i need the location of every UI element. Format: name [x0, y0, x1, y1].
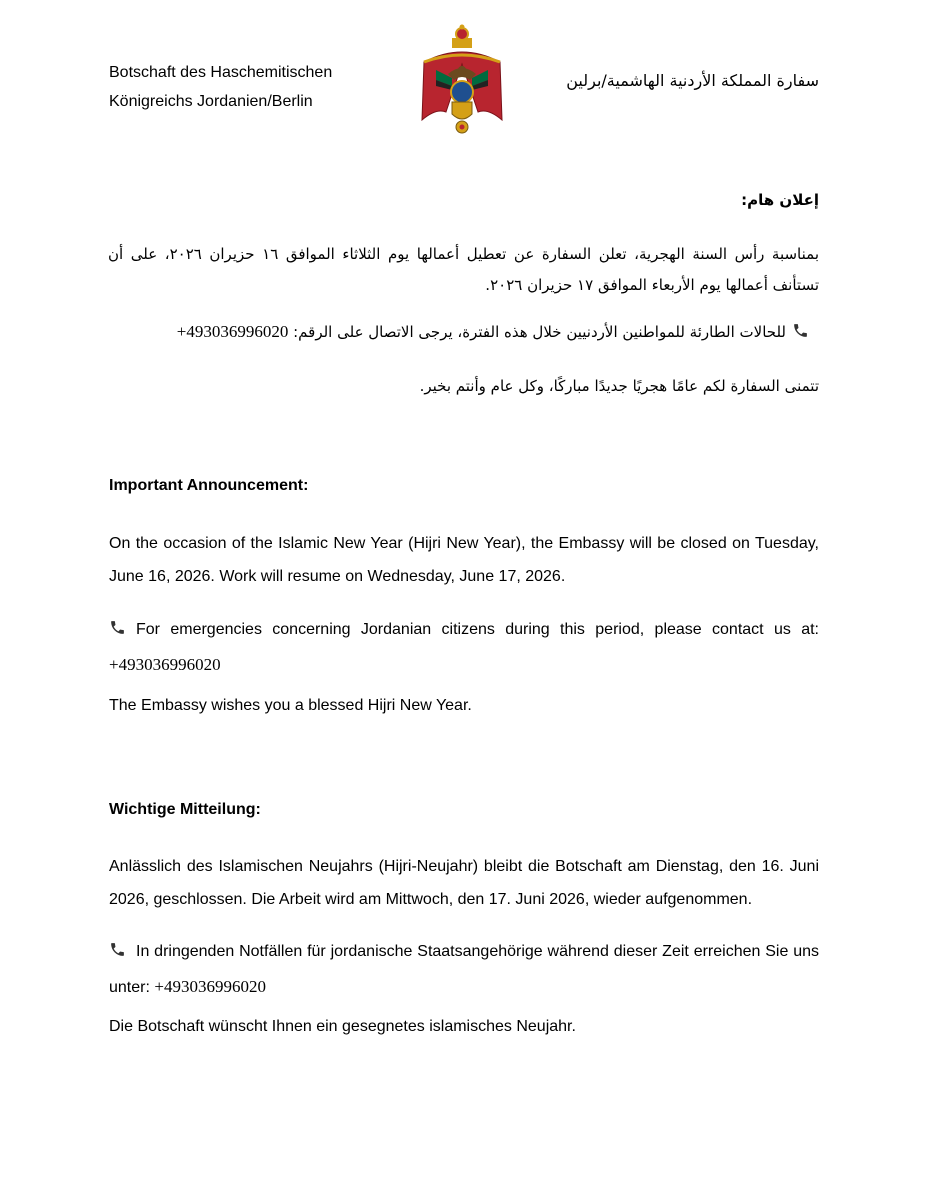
english-wishes: The Embassy wishes you a blessed Hijri New Year.: [109, 697, 472, 714]
arabic-wishes: تتمنى السفارة لكم عامًا هجريًا جديدًا مباركًا، وكل عام وأنتم بخير.: [419, 377, 819, 395]
german-emergency-text: In dringenden Notfällen für jordanische Staatsangehörige während dieser Zeit erreichen Sie uns unter:: [109, 943, 819, 996]
phone-icon: [792, 322, 809, 339]
arabic-closure-paragraph: بمناسبة رأس السنة الهجرية، تعلن السفارة عن تعطيل أعمالها يوم الثلاثاء الموافق ١٦ حزيران ٢٠٢٦، على أن تستأنف أعمالها يوم الأربعاء الموافق ١٧ حزيران ٢٠٢٦.: [108, 245, 819, 294]
phone-icon: [109, 619, 126, 636]
embassy-name-german: [109, 58, 409, 116]
arabic-heading: إعلان هام:: [741, 191, 819, 209]
english-heading: Important Announcement:: [109, 477, 309, 494]
embassy-name-line1: Botschaft des Haschemitischen: [109, 64, 333, 81]
german-wishes: Die Botschaft wünscht Ihnen ein gesegnetes islamisches Neujahr.: [109, 1018, 576, 1035]
phone-icon: [109, 941, 126, 958]
embassy-name-line2: Königreichs Jordanien/Berlin: [109, 93, 313, 110]
embassy-name-arabic: سفارة المملكة الأردنية الهاشمية/برلين: [566, 71, 819, 90]
english-emergency-phone: +493036996020: [109, 655, 221, 674]
arabic-emergency-paragraph: [108, 322, 819, 342]
arabic-emergency-phone: +493036996020: [176, 322, 289, 341]
german-emergency-phone: +493036996020: [154, 977, 266, 996]
german-emergency-paragraph: [109, 934, 819, 1005]
coat-of-arms-icon: [418, 24, 506, 136]
english-closure-paragraph: On the occasion of the Islamic New Year (Hijri New Year), the Embassy will be closed on Tuesday, June 16, 2026. Work will resume on Wednesday, June 17, 2026.: [109, 535, 819, 585]
arabic-emergency-text: للحالات الطارئة للمواطنين الأردنيين خلال هذه الفترة، يرجى الاتصال على الرقم:: [293, 323, 786, 341]
english-emergency-text: For emergencies concerning Jordanian citizens during this period, please contact us at:: [136, 621, 819, 638]
english-emergency-paragraph: [109, 612, 819, 683]
german-heading: Wichtige Mitteilung:: [109, 801, 261, 818]
german-closure-paragraph: Anlässlich des Islamischen Neujahrs (Hijri-Neujahr) bleibt die Botschaft am Dienstag, den 16. Juni 2026, geschlossen. Die Arbeit wird am Mittwoch, den 17. Juni 2026, wieder aufgenommen.: [109, 858, 819, 908]
